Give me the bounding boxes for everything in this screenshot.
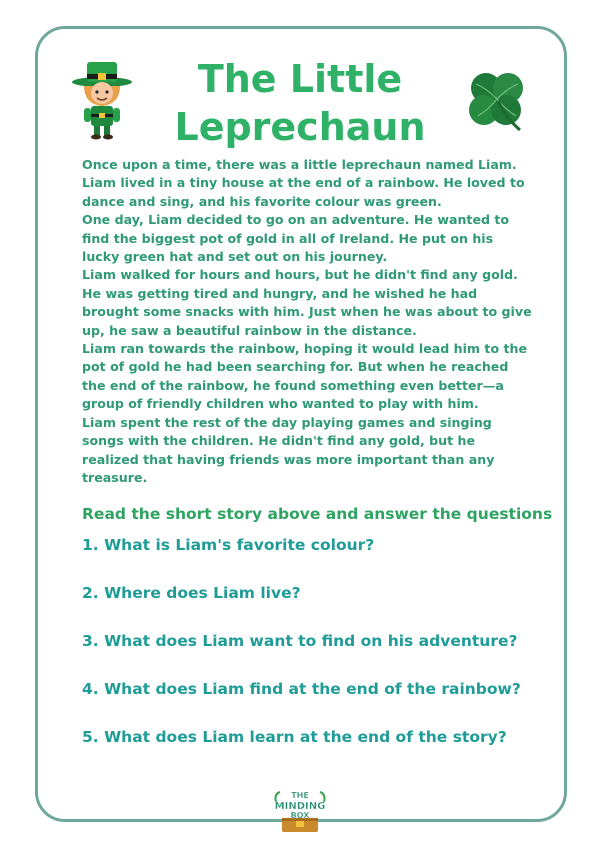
question-1: 1. What is Liam's favorite colour? [82,536,375,554]
minding-box-logo [272,788,328,834]
story-paragraph-2: One day, Liam decided to go on an adventure. He wanted to find the biggest pot of gold in all of Ireland. He put on his lucky green hat and set out on his journey. [82,212,510,265]
page-title-line-2: Leprechaun [174,105,426,149]
question-3: 3. What does Liam want to find on his adventure? [82,632,518,650]
instructions-heading: Read the short story above and answer the questions [82,505,553,523]
story-paragraph-1: Once upon a time, there was a little leprechaun named Liam. Liam lived in a tiny house at the end of a rainbow. He loved to dance and sing, and his favorite colour was green. [82,157,525,209]
logo-text-minding: MINDING [274,801,326,812]
question-2: 2. Where does Liam live? [82,584,301,602]
story-text [82,156,532,487]
story-paragraph-4: Liam ran towards the rainbow, hoping it would lead him to the pot of gold he had been searching for. But when he reached the end of the rainbow, he found something even better—a group of friendly children who wanted to play with him. [82,341,528,412]
story-paragraph-5: Liam spent the rest of the day playing games and singing songs with the children. He didn't find any gold, but he realized that having friends was more important than any treasure. [82,414,495,485]
question-5: 5. What does Liam learn at the end of the story? [82,728,507,746]
shamrock-icon [462,66,532,136]
page-title-line-1: The Little [197,57,403,101]
story-paragraph-3: Liam walked for hours and hours, but he didn't find any gold. He was getting tired and hungry, and he wished he had brought some snacks with him. Just when he was about to give up, he saw a beautiful rainbow in the distance. [82,267,532,338]
question-4: 4. What does Liam find at the end of the rainbow? [82,680,521,698]
logo-text-the: THE [291,791,309,800]
leprechaun-icon [70,58,134,140]
logo-text-box: BOX [290,811,310,820]
